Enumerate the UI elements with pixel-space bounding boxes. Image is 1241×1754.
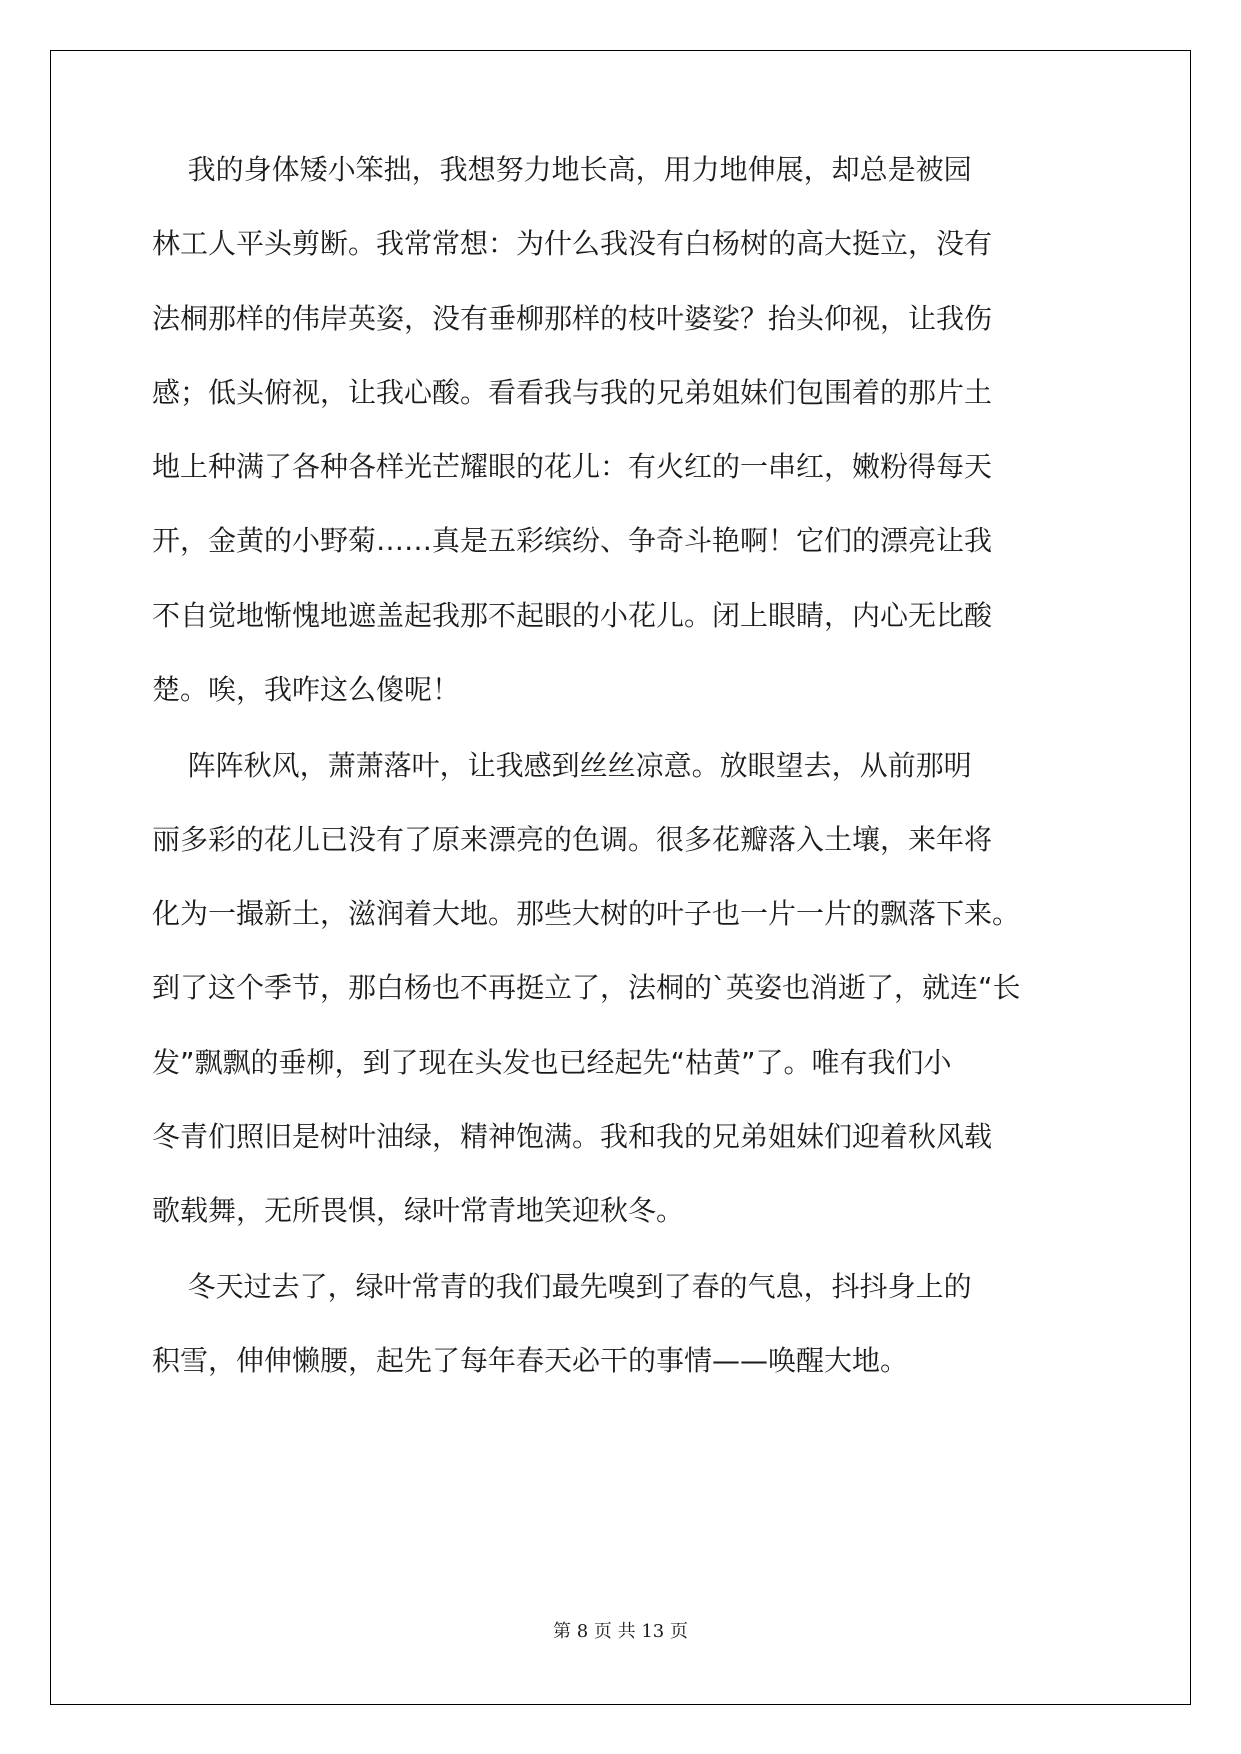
text-line: 地上种满了各种各样光芒耀眼的花儿：有火红的一串红，嫩粉得每天 xyxy=(152,450,993,483)
text-line: 我的身体矮小笨拙，我想努力地长高，用力地伸展，却总是被园 xyxy=(152,153,972,186)
text-line: 开，金黄的小野菊……真是五彩缤纷、争奇斗艳啊！它们的漂亮让我 xyxy=(152,524,993,557)
text-line: 冬天过去了，绿叶常青的我们最先嗅到了春的气息，抖抖身上的 xyxy=(152,1270,972,1303)
page-number-footer: 第 8 页 共 13 页 xyxy=(553,1621,688,1642)
text-line: 法桐那样的伟岸英姿，没有垂柳那样的枝叶婆娑？抬头仰视，让我伤 xyxy=(152,302,993,335)
text-line: 化为一撮新土，滋润着大地。那些大树的叶子也一片一片的飘落下来。 xyxy=(152,897,1021,930)
text-line: 感；低头俯视，让我心酸。看看我与我的兄弟姐妹们包围着的那片土 xyxy=(152,376,993,409)
text-line: 歌载舞，无所畏惧，绿叶常青地笑迎秋冬。 xyxy=(152,1194,685,1227)
text-line: 林工人平头剪断。我常常想：为什么我没有白杨树的高大挺立，没有 xyxy=(152,227,993,260)
text-line: 不自觉地惭愧地遮盖起我那不起眼的小花儿。闭上眼睛，内心无比酸 xyxy=(152,599,993,632)
text-line: 到了这个季节，那白杨也不再挺立了，法桐的`英姿也消逝了，就连“长 xyxy=(152,971,1021,1004)
text-line: 发”飘飘的垂柳，到了现在头发也已经起先“枯黄”了。唯有我们小 xyxy=(152,1046,952,1079)
text-line: 冬青们照旧是树叶油绿，精神饱满。我和我的兄弟姐妹们迎着秋风载 xyxy=(152,1120,993,1153)
text-line: 积雪，伸伸懒腰，起先了每年春天必干的事情——唤醒大地。 xyxy=(152,1344,909,1377)
text-line: 丽多彩的花儿已没有了原来漂亮的色调。很多花瓣落入土壤，来年将 xyxy=(152,823,993,856)
text-line: 楚。唉，我咋这么傻呢！ xyxy=(152,673,461,706)
text-line: 阵阵秋风，萧萧落叶，让我感到丝丝凉意。放眼望去，从前那明 xyxy=(152,749,972,782)
